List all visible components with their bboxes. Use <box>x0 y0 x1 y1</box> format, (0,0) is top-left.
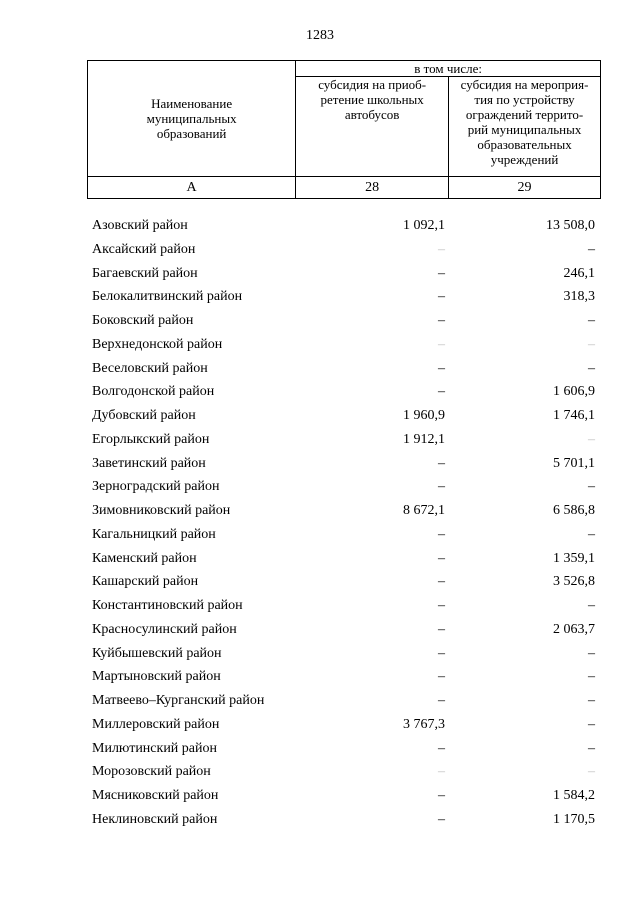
value-fencing: – <box>588 360 595 376</box>
municipality-name: Веселовский район <box>92 360 208 376</box>
value-school-buses: 3 767,3 <box>403 716 445 732</box>
value-fencing: – <box>588 241 595 257</box>
municipality-name: Дубовский район <box>92 408 196 423</box>
table-row <box>87 691 601 715</box>
municipality-name: Белокалитвинский район <box>92 289 243 305</box>
value-school-buses: – <box>438 621 445 637</box>
municipality-name: Заветинский район <box>92 455 206 471</box>
value-school-buses: – <box>438 811 445 827</box>
index-cell-col1: 28 <box>296 177 449 199</box>
municipality-name: Каменский район <box>92 550 197 566</box>
value-school-buses: – <box>438 479 445 495</box>
municipality-name: Миллеровский район <box>92 716 220 732</box>
municipality-name: Матвеево–Курганский район <box>92 693 265 708</box>
table-row <box>87 739 601 763</box>
value-school-buses: – <box>438 455 445 471</box>
value-fencing: – <box>588 479 595 495</box>
column-header-school-buses: субсидия на приоб- ретение школьных автобусов <box>296 77 449 177</box>
municipality-name: Зимовниковский район <box>92 503 231 518</box>
table-row <box>87 667 601 691</box>
municipality-name: Зерноградский район <box>92 479 220 495</box>
table-row <box>87 715 601 739</box>
table-row <box>87 382 601 406</box>
value-school-buses: – <box>438 598 445 613</box>
table-row <box>87 216 601 240</box>
value-school-buses: – <box>438 526 445 542</box>
value-fencing: – <box>588 526 595 542</box>
value-fencing: 318,3 <box>563 289 595 305</box>
municipality-name: Кагальницкий район <box>92 526 216 542</box>
municipality-name: Багаевский район <box>92 265 198 281</box>
municipality-name: Куйбышевский район <box>92 645 222 661</box>
table-row <box>87 430 601 454</box>
table-row <box>87 477 601 501</box>
value-fencing: 1 584,2 <box>553 788 595 803</box>
value-fencing: – <box>588 431 595 447</box>
table-row <box>87 406 601 430</box>
table-row <box>87 264 601 288</box>
municipality-name: Красносулинский район <box>92 621 237 637</box>
value-school-buses: – <box>438 764 445 780</box>
value-school-buses: – <box>438 360 445 376</box>
value-school-buses: – <box>438 693 445 708</box>
value-school-buses: 1 912,1 <box>403 431 445 447</box>
table-row <box>87 620 601 644</box>
value-fencing: – <box>588 693 595 708</box>
value-fencing: 2 063,7 <box>553 621 595 637</box>
value-fencing: 246,1 <box>563 265 595 281</box>
value-fencing: 3 526,8 <box>553 574 595 590</box>
municipality-name: Боковский район <box>92 313 194 328</box>
value-fencing: – <box>588 598 595 613</box>
municipality-name: Мясниковский район <box>92 788 219 803</box>
table-row <box>87 762 601 786</box>
municipality-name: Неклиновский район <box>92 811 218 827</box>
value-fencing: – <box>588 740 595 756</box>
value-school-buses: – <box>438 313 445 328</box>
table-row <box>87 549 601 573</box>
value-fencing: 1 606,9 <box>553 384 595 400</box>
page-number: 1283 <box>306 28 334 43</box>
value-fencing: – <box>588 645 595 661</box>
municipality-name: Кашарский район <box>92 574 199 590</box>
table-row <box>87 454 601 478</box>
value-school-buses: – <box>438 645 445 661</box>
municipality-name: Морозовский район <box>92 764 211 780</box>
index-cell-name: А <box>88 177 296 199</box>
group-header: в том числе: <box>296 61 601 77</box>
column-header-fencing: субсидия на мероприя- тия по устройству ограждений террито- рий муниципальных образовательных учреждений <box>449 77 601 177</box>
name-column-header: Наименование муниципальных образований <box>88 61 296 177</box>
table-row <box>87 287 601 311</box>
value-school-buses: 1 960,9 <box>403 408 445 423</box>
value-school-buses: – <box>438 550 445 566</box>
municipality-name: Аксайский район <box>92 241 196 257</box>
table-row <box>87 810 601 834</box>
value-school-buses: – <box>438 669 445 685</box>
table-row <box>87 311 601 335</box>
municipality-name: Милютинский район <box>92 740 218 756</box>
table-row <box>87 335 601 359</box>
value-fencing: 5 701,1 <box>553 455 595 471</box>
table-header <box>87 60 601 199</box>
value-school-buses: 1 092,1 <box>403 218 445 233</box>
value-school-buses: – <box>438 336 445 352</box>
value-fencing: – <box>588 764 595 780</box>
value-school-buses: – <box>438 384 445 400</box>
value-school-buses: – <box>438 740 445 756</box>
table-body <box>87 216 601 834</box>
value-school-buses: – <box>438 289 445 305</box>
index-cell-col2: 29 <box>449 177 601 199</box>
municipality-name: Азовский район <box>92 218 188 233</box>
table-row <box>87 525 601 549</box>
value-school-buses: – <box>438 241 445 257</box>
value-school-buses: – <box>438 788 445 803</box>
value-fencing: – <box>588 336 595 352</box>
value-fencing: 1 746,1 <box>553 408 595 423</box>
value-fencing: – <box>588 669 595 685</box>
table-row <box>87 596 601 620</box>
value-school-buses: – <box>438 574 445 590</box>
table-row <box>87 572 601 596</box>
value-fencing: 1 359,1 <box>553 550 595 566</box>
table-row <box>87 240 601 264</box>
municipality-name: Волгодонской район <box>92 384 215 400</box>
value-fencing: – <box>588 716 595 732</box>
table-row <box>87 786 601 810</box>
value-school-buses: 8 672,1 <box>403 503 445 518</box>
value-fencing: – <box>588 313 595 328</box>
value-school-buses: – <box>438 265 445 281</box>
table-row <box>87 359 601 383</box>
municipality-name: Константиновский район <box>92 598 243 613</box>
municipality-name: Верхнедонской район <box>92 336 223 352</box>
value-fencing: 13 508,0 <box>546 218 595 233</box>
municipality-name: Егорлыкский район <box>92 431 210 447</box>
table-row <box>87 501 601 525</box>
table-row <box>87 644 601 668</box>
value-fencing: 6 586,8 <box>553 503 595 518</box>
municipality-name: Мартыновский район <box>92 669 221 685</box>
value-fencing: 1 170,5 <box>553 811 595 827</box>
